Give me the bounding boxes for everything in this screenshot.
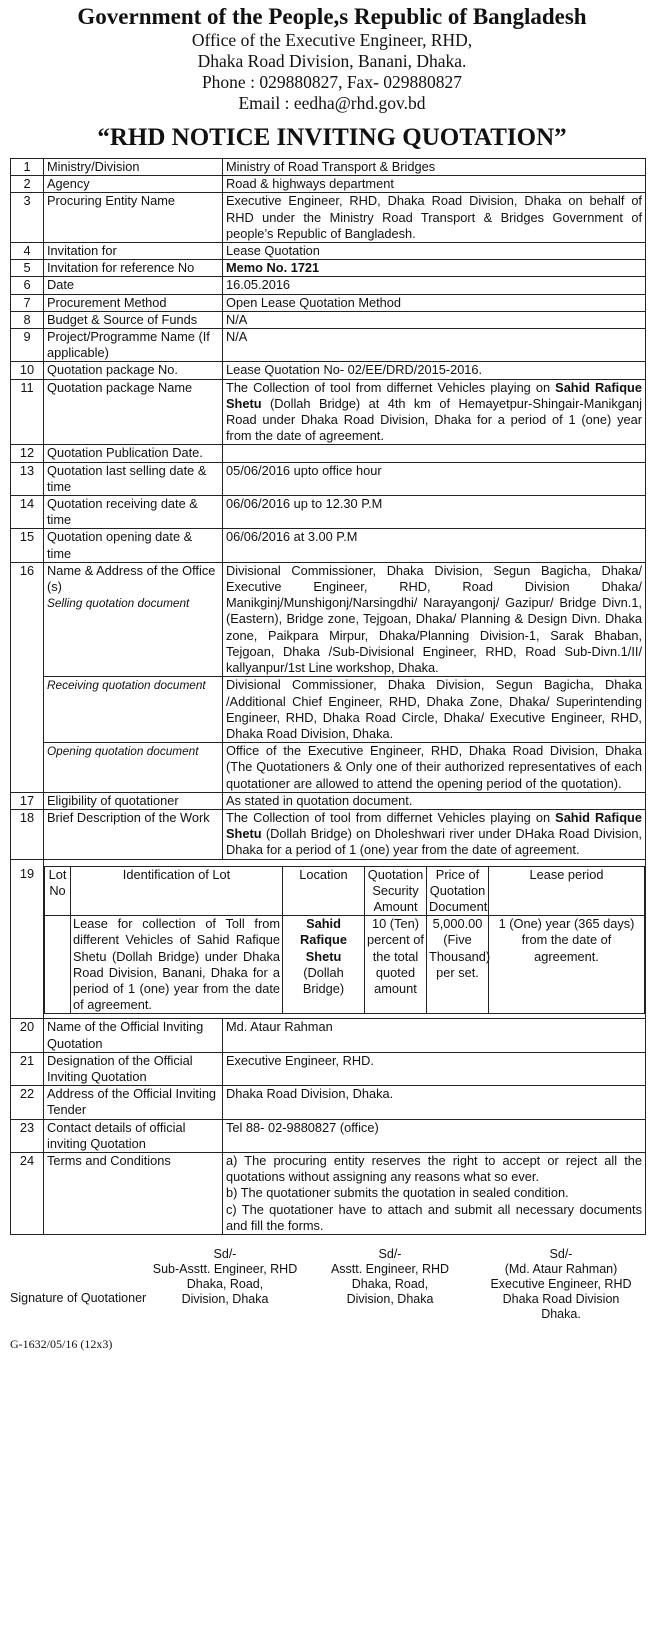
field-label: Project/Programme Name (If applicable) [44,329,223,362]
row-number: 12 [11,445,44,462]
field-value: Dhaka Road Division, Dhaka. [223,1086,646,1119]
price-header: Price of Quotation Document [427,866,489,916]
signatory-office: Dhaka, Road, [186,1277,264,1291]
field-value: N/A [223,311,646,328]
table-row [11,294,646,311]
table-row [11,311,646,328]
row-number: 22 [11,1086,44,1119]
signatory-office: Division, Dhaka [181,1292,269,1306]
table-row [11,176,646,193]
row-number: 4 [11,243,44,260]
field-label: Procurement Method [44,294,223,311]
table-row [11,243,646,260]
notice-page [10,4,654,1352]
office-name: Office of the Executive Engineer, RHD, [191,30,473,50]
government-title: Government of the People,s Republic of Bangladesh [77,4,587,29]
row-number: 17 [11,792,44,809]
row-number: 8 [11,311,44,328]
field-label: Date [44,277,223,294]
lot-table [44,866,645,1015]
row-number: 14 [11,496,44,529]
field-value [223,379,646,445]
table-row [11,277,646,294]
lease-header: Lease period [489,866,645,916]
security-header: Quotation Security Amount [365,866,427,916]
field-value: N/A [223,329,646,362]
lot-no-header: Lot No [45,866,71,916]
field-label: Ministry/Division [44,159,223,176]
row-number: 7 [11,294,44,311]
table-row [11,1052,646,1085]
field-value: Lease Quotation No- 02/EE/DRD/2015-2016. [223,362,646,379]
bridge-name: Sahid Rafique Shetu [300,916,347,964]
field-label: Agency [44,176,223,193]
lot-price: 5,000.00 (Five Thousand) per set. [427,916,489,1014]
table-row [11,1019,646,1052]
field-label: Invitation for [44,243,223,260]
value-text: (Dollah Bridge) at 4th km of Hemayetpur-Shingair-Manikganj Road under Dhaka Road Division, Dhaka for a period of 1 (one) year from the date of agreement. [226,395,642,444]
row-number: 13 [11,462,44,495]
selling-label: Selling quotation document [47,596,190,611]
field-value: 05/06/2016 upto office hour [223,462,646,495]
value-text: (Dollah Bridge) [302,964,345,996]
table-row [11,445,646,462]
table-row [11,562,646,676]
signatory-designation: Asstt. Engineer, RHD [330,1262,450,1276]
row-number: 20 [11,1019,44,1052]
term-c: c) The quotationer have to attach and submit all necessary documents and fill the forms. [226,1201,642,1233]
field-label: Designation of the Official Inviting Quotation [44,1052,223,1085]
quotationer-signature: Signature of Quotationer [10,1291,147,1305]
lot-location [283,916,365,1014]
table-row [11,379,646,445]
table-row [11,159,646,176]
table-row [11,743,646,793]
term-b: b) The quotationer submits the quotation in sealed condition. [226,1185,569,1201]
receiving-label: Receiving quotation document [44,677,223,743]
signatory-office: Dhaka, Road, [351,1277,429,1291]
field-value: 06/06/2016 up to 12.30 P.M [223,496,646,529]
notice-header [10,4,654,152]
opening-office: Office of the Executive Engineer, RHD, Dhaka Road Division, Dhaka (The Quotationers & Only one of their authorized representatives of each quotationer are allowed to attend the opening period of the quotation). [223,743,646,793]
row-number: 5 [11,260,44,277]
signatory-office: Division, Dhaka [346,1292,434,1306]
row-number: 11 [11,379,44,445]
row-number: 2 [11,176,44,193]
signatory-name: (Md. Ataur Rahman) [504,1262,618,1276]
field-label [44,562,223,676]
value-text: The Collection of tool from differnet Vehicles playing on [226,809,556,825]
value-text: (Dollah Bridge) on Dholeshwari river under DHaka Road Division, Dhaka for a period of 1 (one) year from the date of agreement. [226,826,642,858]
field-label: Name of the Official Inviting Quotation [44,1019,223,1052]
signatory-office: Dhaka. [541,1307,581,1321]
signatory-designation: Sub-Asstt. Engineer, RHD [152,1262,298,1276]
table-row [11,496,646,529]
phone-fax: Phone : 029880827, Fax- 029880827 [201,72,463,92]
row-number: 19 [11,859,44,1019]
bridge-name: Sahid Rafique Shetu [226,809,642,842]
table-row [11,362,646,379]
row-number: 18 [11,809,44,859]
bridge-name: Sahid Rafique Shetu [226,379,642,411]
field-label: Budget & Source of Funds [44,311,223,328]
field-label: Quotation last selling date & time [44,462,223,495]
identification-header: Identification of Lot [71,866,283,916]
signatory-office: Dhaka Road Division [502,1292,620,1306]
row-number: 24 [11,1152,44,1234]
publication-code: G-1632/05/16 (12x3) [10,1337,113,1351]
sd-mark: Sd/- [213,1247,237,1261]
signature-asstt-engineer [315,1247,465,1307]
lot-no [45,916,71,1014]
email: Email : eedha@rhd.gov.bd [238,93,426,113]
contact-details: Tel 88- 02-9880827 (office) [223,1119,646,1152]
table-row [11,462,646,495]
lot-header-row [45,866,645,916]
lot-lease: 1 (One) year (365 days) from the date of agreement. [489,916,645,1014]
table-row [11,1119,646,1152]
selling-offices: Divisional Commissioner, Dhaka Division, Segun Bagicha, Dhaka/ Executive Engineer, RHD, Road Division Dhaka/ Manikginj/Munshigonj/Narsingdhi/ Narayangonj/ Gazipur/ Bridge Divn.1, (Eastern), Bridge zone, Tejgoan, Dhaka/ Planning & Design Divn. Dhaka zone, Paikpara Mirpur, Dhaka/Planning Division-1, Sarak Bhaban, Tejgoan, Dhaka /Sub-Divisional Engineer, RHD, Road Sub-Divn.1/II/ kallyanpur/1st Line workshop, Dhaka. [223,562,646,676]
table-row [11,809,646,859]
field-value: Lease Quotation [223,243,646,260]
field-label: Address of the Official Inviting Tender [44,1086,223,1119]
value-text: The Collection of tool from differnet Vehicles playing on [226,379,556,395]
field-label: Procuring Entity Name [44,193,223,243]
lot-table-cell [44,859,646,1019]
signature-sub-asstt-engineer [150,1247,300,1307]
row-number: 15 [11,529,44,562]
signature-block [10,1247,654,1335]
sd-mark: Sd/- [549,1247,573,1261]
table-row [11,677,646,743]
lot-identification: Lease for collection of Toll from different Vehicles of Sahid Rafique Shetu (Dollah Bridge) under Dhaka Road Division, Banani, Dhaka for a period of 1 (one) year from the date of agreement. [71,916,283,1014]
field-label: Brief Description of the Work [44,809,223,859]
field-value [223,809,646,859]
signature-executive-engineer [476,1247,646,1322]
field-label: Quotation receiving date & time [44,496,223,529]
terms-conditions [223,1152,646,1234]
row-number: 23 [11,1119,44,1152]
notice-title: “RHD NOTICE INVITING QUOTATION” [97,124,567,151]
signatory-designation: Executive Engineer, RHD [490,1277,632,1291]
term-a: a) The procuring entity reserves the right to accept or reject all the quotations without assigning any reasons what so ever. [226,1152,642,1185]
lot-security: 10 (Ten) percent of the total quoted amount [365,916,427,1014]
field-value [223,445,646,462]
table-row [11,260,646,277]
opening-label: Opening quotation document [44,743,223,793]
quotation-table [10,158,646,1235]
field-value: As stated in quotation document. [223,792,646,809]
lot-row [45,916,645,1014]
field-label: Quotation Publication Date. [44,445,223,462]
field-value: 06/06/2016 at 3.00 P.M [223,529,646,562]
field-value: Open Lease Quotation Method [223,294,646,311]
row-number: 21 [11,1052,44,1085]
table-row [11,329,646,362]
office-address-label: Name & Address of the Office (s) [47,562,216,595]
row-number: 10 [11,362,44,379]
field-value: Ministry of Road Transport & Bridges [223,159,646,176]
sd-mark: Sd/- [378,1247,402,1261]
official-name: Md. Ataur Rahman [223,1019,646,1052]
row-number: 3 [11,193,44,243]
field-label: Eligibility of quotationer [44,792,223,809]
table-row [11,529,646,562]
field-label: Terms and Conditions [44,1152,223,1234]
row-number: 6 [11,277,44,294]
field-label: Contact details of official inviting Quotation [44,1119,223,1152]
table-row [11,792,646,809]
receiving-offices: Divisional Commissioner, Dhaka Division, Segun Bagicha, Dhaka /Additional Chief Engineer, RHD, Dhaka Zone, Dhaka/ Superintending Engineer, RHD, Dhaka Road Circle, Dhaka/ Executive Engineer, RHD, Dhaka Road Division, Dhaka. [223,677,646,743]
field-label: Quotation package No. [44,362,223,379]
field-label: Quotation package Name [44,379,223,445]
location-header: Location [283,866,365,916]
table-row [11,193,646,243]
field-value: 16.05.2016 [223,277,646,294]
memo-number: Memo No. 1721 [223,260,646,277]
field-value: Road & highways department [223,176,646,193]
row-number: 16 [11,562,44,792]
row-number: 9 [11,329,44,362]
table-row [11,1086,646,1119]
field-value: Executive Engineer, RHD, Dhaka Road Division, Dhaka on behalf of RHD under the Ministry Road Transport & Bridges Government of people’s Republic of Bangladesh. [223,193,646,243]
table-row [11,1152,646,1234]
field-label: Quotation opening date & time [44,529,223,562]
row-number: 1 [11,159,44,176]
table-row [11,859,646,1019]
division-address: Dhaka Road Division, Banani, Dhaka. [197,51,467,71]
field-value: Executive Engineer, RHD. [223,1052,646,1085]
field-label: Invitation for reference No [44,260,223,277]
